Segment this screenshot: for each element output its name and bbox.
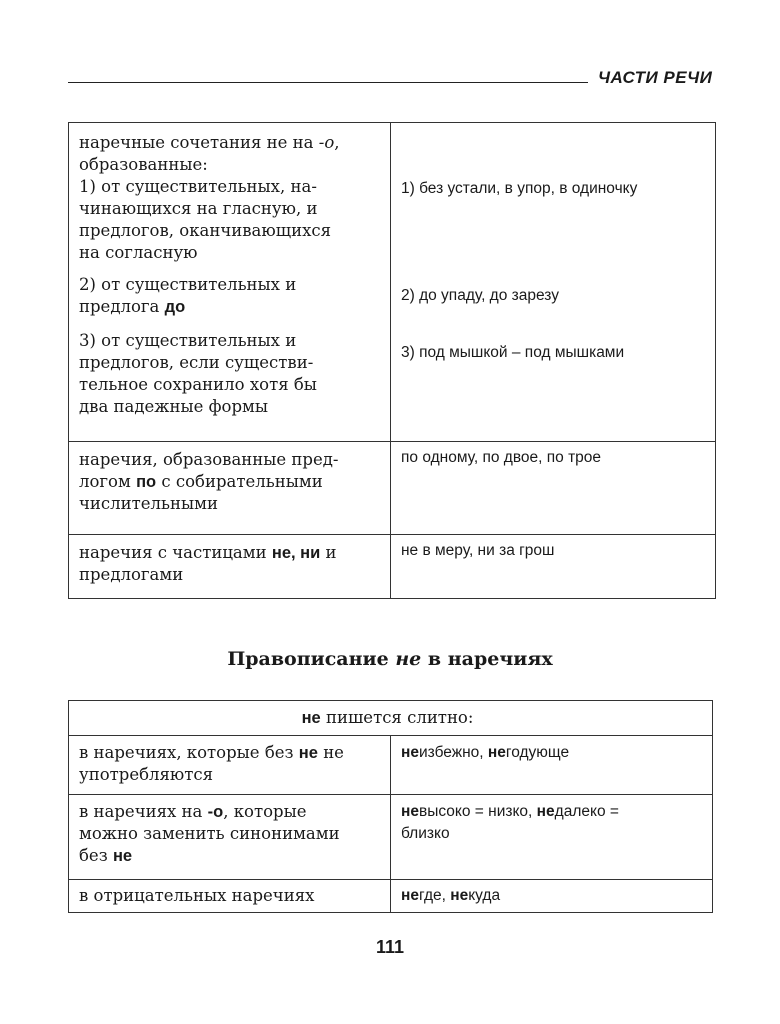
rule-line: чинающихся на гласную, и (79, 199, 318, 218)
example-text: невысоко = низко, недалеко = (401, 803, 619, 820)
rule-line: предлогами (79, 565, 184, 584)
rule-cell (69, 795, 391, 880)
rule-line: наречные сочетания не на -о, (79, 133, 340, 152)
example-text: 1) без устали, в упор, в одиночку (401, 180, 638, 197)
rule-cell (69, 535, 391, 599)
rule-line: 3) от существительных и (79, 331, 297, 350)
table-header-row (69, 701, 713, 736)
adverb-phrases-table (68, 122, 716, 599)
rule-line: употребляются (79, 765, 214, 784)
example-text: неизбежно, негодующе (401, 744, 570, 761)
table-row (69, 736, 713, 795)
rule-line: без не (79, 846, 133, 865)
example-text: 2) до упаду, до зарезу (401, 287, 559, 304)
table-header-cell: не пишется слитно: (69, 701, 713, 736)
ne-spelling-table (68, 700, 713, 913)
example-text: по одному, по двое, по трое (401, 449, 602, 466)
example-text: негде, некуда (401, 887, 501, 904)
example-cell (391, 442, 716, 535)
rule-cell (69, 736, 391, 795)
rule-line: можно заменить синонимами (79, 824, 340, 843)
rule-line: наречия, образованные пред- (79, 450, 339, 469)
rule-line: предлогов, если существи- (79, 353, 314, 372)
example-cell (391, 880, 713, 913)
rule-line: в отрицательных наречиях (79, 886, 315, 905)
example-cell (391, 535, 716, 599)
table-row (69, 442, 716, 535)
rule-cell (69, 123, 391, 442)
example-text: близко (401, 825, 450, 842)
rule-cell (69, 880, 391, 913)
example-cell (391, 795, 713, 880)
page-number: 111 (375, 937, 405, 957)
rule-line: логом по с собирательными (79, 472, 323, 491)
rule-line: числительными (79, 494, 218, 513)
rule-line: 2) от существительных и (79, 275, 297, 294)
example-text: 3) под мышкой – под мышками (401, 344, 625, 361)
example-cell (391, 736, 713, 795)
table-row (69, 535, 716, 599)
rule-line: предлогов, оканчивающихся (79, 221, 332, 240)
section-title: Правописание не в наречиях (227, 648, 553, 670)
rule-line: 1) от существительных, на- (79, 177, 317, 196)
table-row (69, 795, 713, 880)
rule-line: тельное сохранило хотя бы (79, 375, 317, 394)
running-header-title: ЧАСТИ РЕЧИ (598, 68, 713, 87)
rule-line: два падежные формы (79, 397, 268, 416)
header-rule (68, 82, 588, 83)
rule-cell (69, 442, 391, 535)
example-text: не в меру, ни за грош (401, 542, 555, 559)
rule-line: наречия с частицами не, ни и (79, 543, 337, 562)
rule-line: на согласную (79, 243, 198, 262)
rule-line: в наречиях, которые без не не (79, 743, 344, 762)
table-row (69, 880, 713, 913)
rule-line: образованные: (79, 155, 208, 174)
table-row (69, 123, 716, 442)
example-cell (391, 123, 716, 442)
rule-line: в наречиях на -о, которые (79, 802, 307, 821)
rule-line: предлога до (79, 297, 186, 316)
